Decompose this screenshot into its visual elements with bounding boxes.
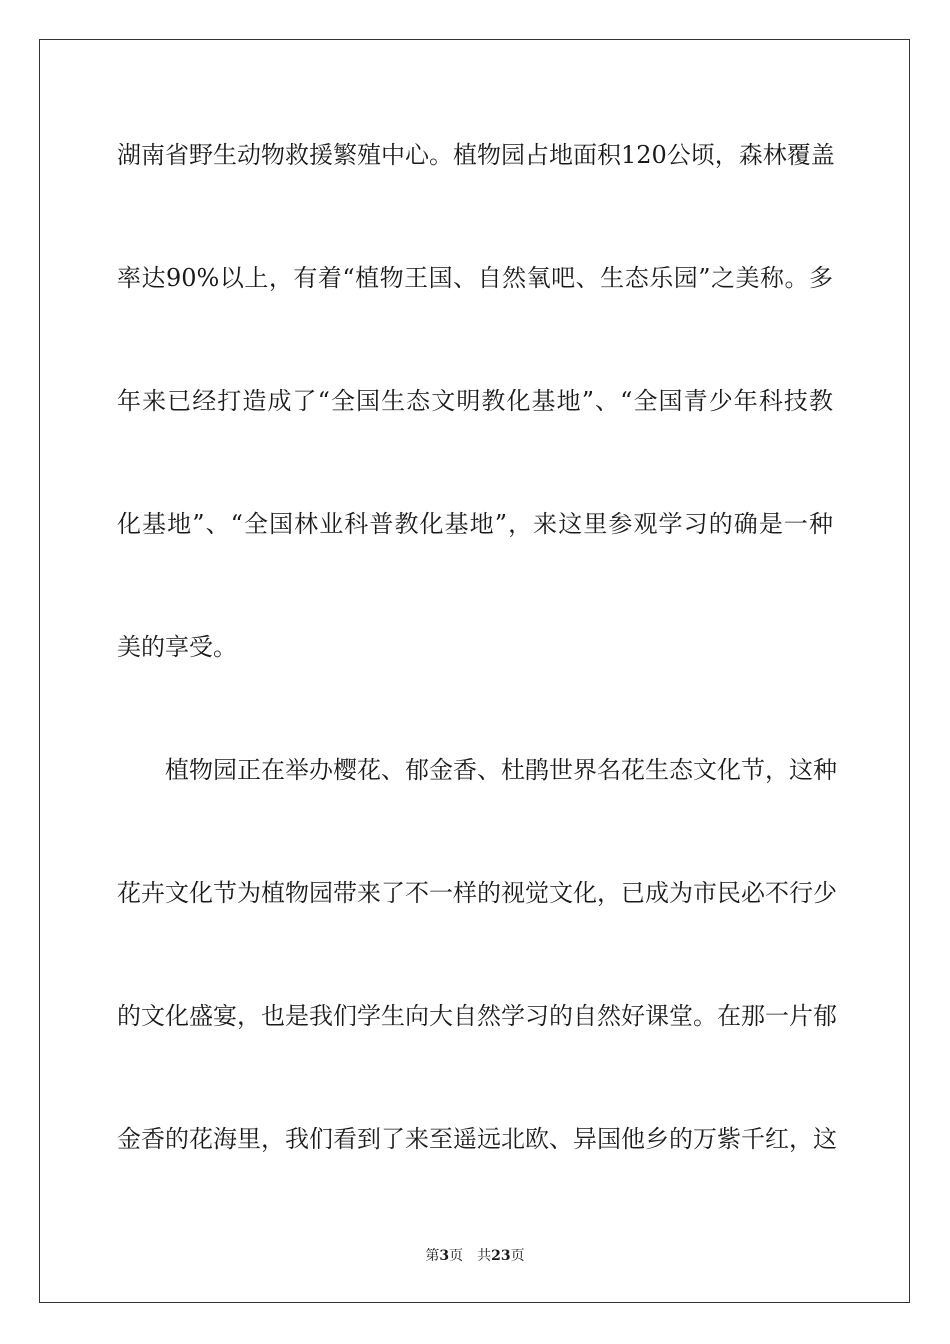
text-line: 湖南省野生动物救援繁殖中心。植物园占地面积120公顷，森林覆盖 <box>117 141 835 169</box>
page-prefix: 第 <box>425 1248 440 1264</box>
page-suffix: 页 <box>449 1248 464 1264</box>
text-line: 花卉文化节为植物园带来了不一样的视觉文化，已成为市民必不行少 <box>117 879 837 907</box>
text-line: 率达90%以上，有着“植物王国、自然氧吧、生态乐园”之美称。多 <box>117 264 833 292</box>
page-border <box>39 39 910 1303</box>
page-footer <box>0 1247 950 1265</box>
total-pages: 23 <box>491 1248 511 1264</box>
text-line: 金香的花海里，我们看到了来至遥远北欧、异国他乡的万紫千红，这 <box>117 1125 837 1153</box>
text-line: 植物园正在举办樱花、郁金香、杜鹃世界名花生态文化节，这种 <box>165 756 837 784</box>
page-number: 3 <box>439 1248 450 1264</box>
text-line: 化基地”、“全国林业科普教化基地”，来这里参观学习的确是一种 <box>117 510 833 538</box>
text-line: 美的享受。 <box>117 633 237 661</box>
text-line: 年来已经打造成了“全国生态文明教化基地”、“全国青少年科技教 <box>117 387 833 415</box>
total-prefix: 共 <box>477 1248 492 1264</box>
total-suffix: 页 <box>510 1248 525 1264</box>
text-line: 的文化盛宴，也是我们学生向大自然学习的自然好课堂。在那一片郁 <box>117 1002 837 1030</box>
